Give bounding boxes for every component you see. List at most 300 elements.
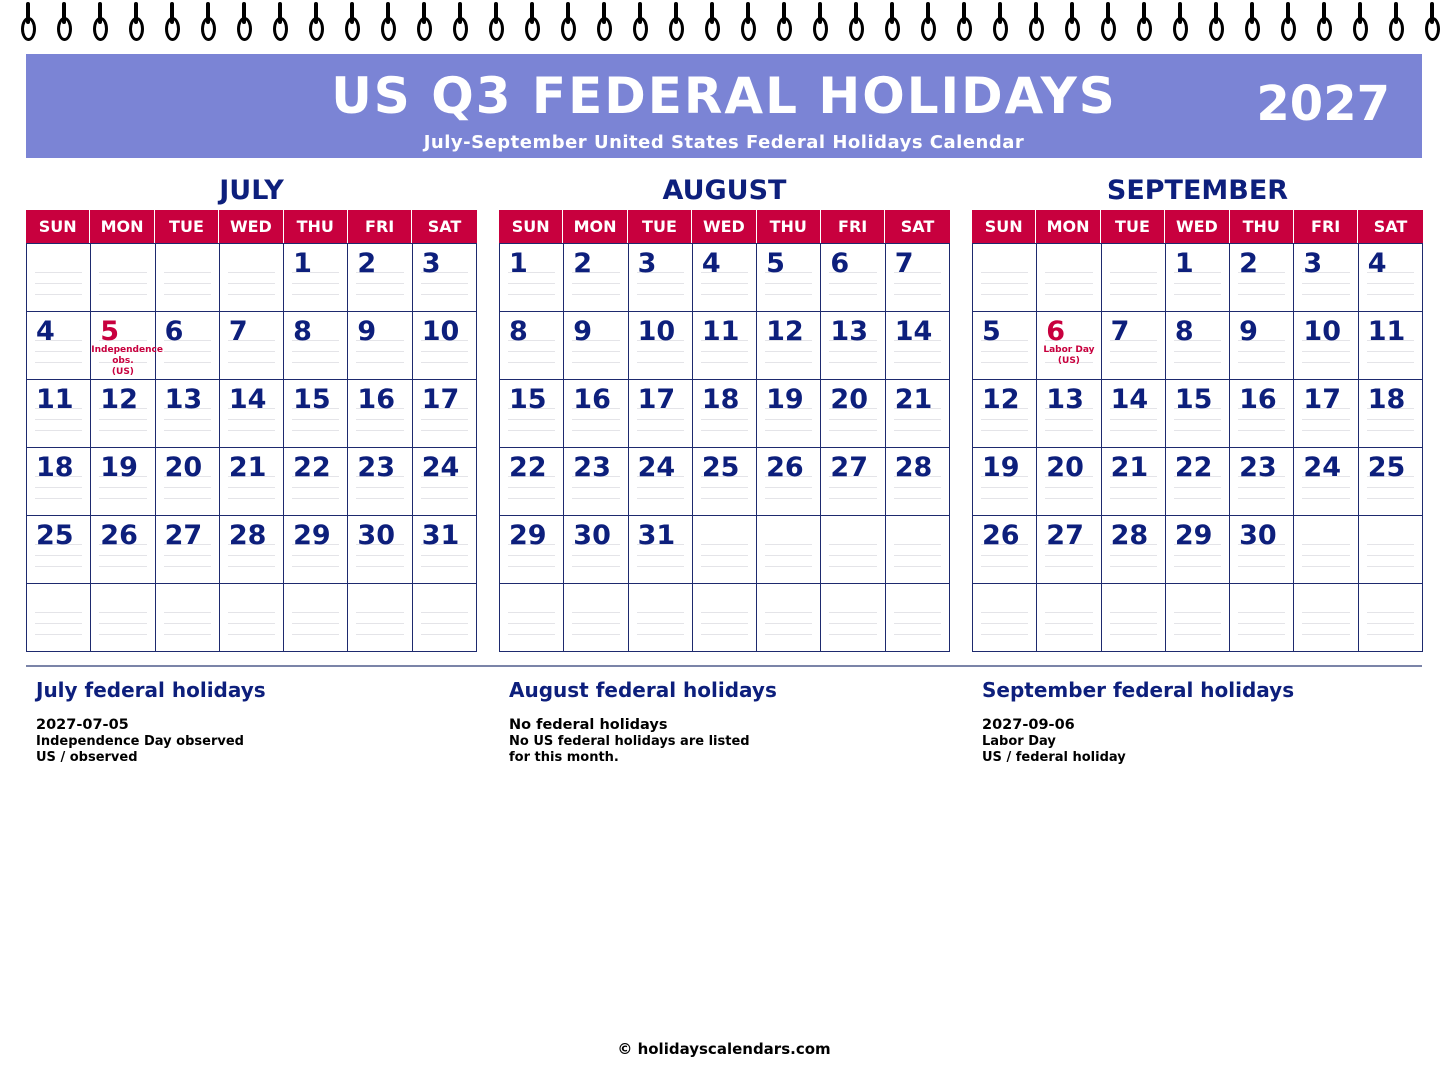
day-number: 26 bbox=[982, 520, 1020, 551]
day-number: 14 bbox=[1110, 384, 1149, 415]
weekday-label: SAT bbox=[412, 210, 476, 243]
spiral-ring bbox=[343, 2, 361, 42]
spiral-ring bbox=[1315, 2, 1333, 42]
day-cell bbox=[1037, 516, 1101, 584]
day-cell bbox=[156, 516, 220, 584]
day-cell bbox=[284, 448, 348, 516]
day-number: 15 bbox=[509, 384, 547, 415]
day-cell bbox=[1359, 312, 1423, 380]
weekday-label: MON bbox=[90, 210, 154, 243]
day-cell bbox=[886, 244, 950, 312]
month-july bbox=[26, 172, 477, 652]
day-cell bbox=[1294, 244, 1358, 312]
day-number: 25 bbox=[1367, 452, 1406, 483]
day-cell bbox=[156, 244, 220, 312]
day-number: 28 bbox=[894, 452, 933, 483]
day-cell bbox=[500, 312, 564, 380]
week-row bbox=[27, 312, 477, 380]
notes-line: Labor Day bbox=[982, 734, 1056, 749]
day-number: 9 bbox=[573, 316, 593, 347]
day-cell bbox=[348, 584, 412, 652]
spiral-ring bbox=[235, 2, 253, 42]
day-cell bbox=[1037, 584, 1101, 652]
week-row bbox=[500, 312, 950, 380]
day-number: 8 bbox=[509, 316, 528, 347]
spiral-ring bbox=[271, 2, 289, 42]
day-cell bbox=[220, 516, 284, 584]
week-row bbox=[500, 380, 950, 448]
day-cell bbox=[1230, 584, 1294, 652]
day-cell bbox=[500, 584, 564, 652]
day-number: 29 bbox=[1174, 520, 1213, 551]
day-number: 12 bbox=[982, 384, 1020, 415]
day-number: 10 bbox=[1303, 316, 1341, 347]
month-grid bbox=[499, 243, 950, 652]
day-cell bbox=[629, 312, 693, 380]
day-cell bbox=[1166, 380, 1230, 448]
day-cell bbox=[220, 448, 284, 516]
week-row bbox=[500, 516, 950, 584]
day-cell bbox=[1294, 312, 1358, 380]
day-cell bbox=[348, 380, 412, 448]
day-number: 13 bbox=[830, 316, 868, 347]
spiral-ring bbox=[1063, 2, 1081, 42]
day-number: 3 bbox=[1303, 248, 1323, 279]
week-row bbox=[500, 584, 950, 652]
week-row bbox=[973, 244, 1423, 312]
day-number: 28 bbox=[228, 520, 267, 551]
spiral-ring bbox=[163, 2, 181, 42]
day-cell bbox=[757, 448, 821, 516]
day-cell bbox=[500, 516, 564, 584]
header-banner bbox=[26, 54, 1422, 158]
week-row bbox=[973, 312, 1423, 380]
day-number: 2 bbox=[1239, 248, 1258, 279]
day-number: 4 bbox=[1367, 248, 1387, 279]
spiral-ring bbox=[1171, 2, 1189, 42]
holiday-note-line: obs. bbox=[112, 356, 134, 366]
spiral-ring bbox=[883, 2, 901, 42]
spiral-ring bbox=[919, 2, 937, 42]
day-number: 31 bbox=[421, 520, 460, 551]
day-cell bbox=[693, 380, 757, 448]
day-cell bbox=[693, 244, 757, 312]
day-number: 30 bbox=[573, 520, 611, 551]
day-cell bbox=[693, 584, 757, 652]
day-cell bbox=[220, 584, 284, 652]
day-number: 30 bbox=[1239, 520, 1277, 551]
day-cell bbox=[27, 312, 91, 380]
day-cell bbox=[1359, 380, 1423, 448]
day-cell bbox=[348, 244, 412, 312]
holiday-note-line: (US) bbox=[111, 367, 134, 377]
day-number: 16 bbox=[573, 384, 611, 415]
weekday-label: TUE bbox=[155, 210, 219, 243]
day-cell bbox=[156, 312, 220, 380]
day-cell bbox=[1294, 584, 1358, 652]
day-number: 12 bbox=[766, 316, 804, 347]
day-number: 4 bbox=[701, 248, 721, 279]
day-cell bbox=[821, 380, 885, 448]
notes-august bbox=[509, 676, 949, 766]
day-number: 21 bbox=[894, 384, 933, 415]
day-cell bbox=[1294, 516, 1358, 584]
day-number: 24 bbox=[1303, 452, 1341, 483]
day-number: 17 bbox=[637, 384, 676, 415]
week-row bbox=[973, 448, 1423, 516]
day-number: 20 bbox=[164, 452, 203, 483]
day-cell bbox=[220, 244, 284, 312]
day-cell bbox=[1102, 380, 1166, 448]
day-cell bbox=[629, 244, 693, 312]
spiral-ring bbox=[1351, 2, 1369, 42]
notes-heading: September federal holidays bbox=[982, 678, 1295, 702]
day-number: 25 bbox=[36, 520, 74, 551]
month-grid bbox=[972, 243, 1423, 652]
day-number: 2 bbox=[357, 248, 377, 279]
day-number: 24 bbox=[637, 452, 676, 483]
day-cell bbox=[973, 380, 1037, 448]
notes-september bbox=[982, 676, 1422, 766]
divider bbox=[26, 665, 1422, 667]
day-cell bbox=[27, 380, 91, 448]
day-number: 22 bbox=[293, 452, 331, 483]
spiral-ring bbox=[1243, 2, 1261, 42]
spiral-ring bbox=[991, 2, 1009, 42]
day-cell bbox=[500, 244, 564, 312]
holiday-note bbox=[1037, 345, 1100, 367]
spiral-ring bbox=[199, 2, 217, 42]
day-cell bbox=[348, 516, 412, 584]
weekday-label: SUN bbox=[499, 210, 563, 243]
day-cell bbox=[973, 312, 1037, 380]
weekday-label: TUE bbox=[1101, 210, 1165, 243]
weekday-header bbox=[26, 210, 477, 243]
weekday-label: SAT bbox=[885, 210, 949, 243]
spiral-ring bbox=[1387, 2, 1405, 42]
week-row bbox=[27, 584, 477, 652]
day-cell bbox=[821, 584, 885, 652]
day-cell bbox=[1037, 312, 1101, 380]
day-number: 9 bbox=[357, 316, 377, 347]
weekday-label: WED bbox=[219, 210, 283, 243]
day-cell bbox=[500, 448, 564, 516]
spiral-ring bbox=[1207, 2, 1225, 42]
weekday-label: FRI bbox=[821, 210, 885, 243]
day-cell bbox=[821, 516, 885, 584]
day-number: 11 bbox=[36, 384, 74, 415]
day-cell bbox=[757, 380, 821, 448]
weekday-label: SAT bbox=[1358, 210, 1422, 243]
spiral-ring bbox=[487, 2, 505, 42]
day-cell bbox=[413, 380, 477, 448]
day-cell bbox=[27, 516, 91, 584]
day-cell bbox=[821, 244, 885, 312]
weekday-label: WED bbox=[1165, 210, 1229, 243]
day-cell bbox=[1359, 516, 1423, 584]
day-cell bbox=[1359, 448, 1423, 516]
holiday-day-number: 5 bbox=[100, 316, 120, 347]
month-name: AUGUST bbox=[662, 175, 787, 206]
spiral-ring bbox=[91, 2, 109, 42]
day-number: 21 bbox=[1110, 452, 1149, 483]
month-name: JULY bbox=[219, 175, 284, 206]
day-cell bbox=[91, 244, 155, 312]
day-cell bbox=[629, 380, 693, 448]
holiday-note-line: Labor Day bbox=[1043, 345, 1095, 355]
holiday-note-line: (US) bbox=[1057, 356, 1080, 366]
day-cell bbox=[220, 312, 284, 380]
day-number: 27 bbox=[164, 520, 203, 551]
day-number: 7 bbox=[1110, 316, 1130, 347]
weekday-label: MON bbox=[1036, 210, 1100, 243]
weekday-header bbox=[972, 210, 1423, 243]
day-cell bbox=[1230, 380, 1294, 448]
day-cell bbox=[91, 448, 155, 516]
day-cell bbox=[1359, 244, 1423, 312]
day-number: 30 bbox=[357, 520, 395, 551]
week-row bbox=[27, 380, 477, 448]
day-cell bbox=[1294, 448, 1358, 516]
day-number: 23 bbox=[573, 452, 611, 483]
day-number: 27 bbox=[1046, 520, 1084, 551]
spiral-ring bbox=[415, 2, 433, 42]
day-number: 5 bbox=[982, 316, 1001, 347]
day-number: 8 bbox=[1174, 316, 1194, 347]
day-cell bbox=[973, 448, 1037, 516]
day-number: 23 bbox=[1239, 452, 1277, 483]
day-cell bbox=[693, 516, 757, 584]
week-row bbox=[500, 448, 950, 516]
notes-july bbox=[36, 676, 476, 766]
day-number: 29 bbox=[293, 520, 331, 551]
day-number: 15 bbox=[293, 384, 331, 415]
day-cell bbox=[413, 584, 477, 652]
weekday-label: MON bbox=[563, 210, 627, 243]
week-row bbox=[27, 244, 477, 312]
day-number: 6 bbox=[164, 316, 184, 347]
week-row bbox=[973, 516, 1423, 584]
day-cell bbox=[757, 312, 821, 380]
day-cell bbox=[1166, 244, 1230, 312]
day-number: 10 bbox=[421, 316, 460, 347]
day-cell bbox=[564, 244, 628, 312]
day-cell bbox=[564, 516, 628, 584]
day-cell bbox=[1102, 448, 1166, 516]
spiral-ring bbox=[1099, 2, 1117, 42]
day-number: 27 bbox=[830, 452, 868, 483]
day-cell bbox=[1359, 584, 1423, 652]
day-cell bbox=[156, 584, 220, 652]
spiral-ring bbox=[127, 2, 145, 42]
day-cell bbox=[91, 516, 155, 584]
spiral-ring bbox=[1423, 2, 1441, 42]
notes-line: Independence Day observed bbox=[36, 734, 244, 749]
day-cell bbox=[821, 448, 885, 516]
notes-line: US / federal holiday bbox=[982, 750, 1126, 765]
spiral-ring bbox=[667, 2, 685, 42]
day-cell bbox=[693, 448, 757, 516]
day-cell bbox=[413, 312, 477, 380]
spiral-ring bbox=[55, 2, 73, 42]
day-cell bbox=[500, 380, 564, 448]
day-cell bbox=[629, 584, 693, 652]
day-cell bbox=[886, 516, 950, 584]
day-cell bbox=[1230, 516, 1294, 584]
spiral-ring bbox=[811, 2, 829, 42]
day-cell bbox=[413, 448, 477, 516]
day-number: 17 bbox=[1303, 384, 1341, 415]
day-cell bbox=[973, 244, 1037, 312]
spiral-ring bbox=[739, 2, 757, 42]
spiral-binding bbox=[0, 0, 1448, 44]
day-cell bbox=[821, 312, 885, 380]
weekday-header bbox=[499, 210, 950, 243]
day-cell bbox=[1294, 380, 1358, 448]
day-number: 19 bbox=[982, 452, 1020, 483]
day-number: 6 bbox=[830, 248, 850, 279]
weekday-label: THU bbox=[284, 210, 348, 243]
day-number: 1 bbox=[1174, 248, 1194, 279]
day-cell bbox=[348, 312, 412, 380]
day-number: 3 bbox=[637, 248, 657, 279]
day-cell bbox=[1230, 244, 1294, 312]
holiday-note-line: Independence bbox=[91, 345, 163, 355]
day-cell bbox=[886, 312, 950, 380]
day-cell bbox=[1102, 244, 1166, 312]
spiral-ring bbox=[775, 2, 793, 42]
calendar-year: 2027 bbox=[1256, 76, 1390, 132]
day-cell bbox=[91, 380, 155, 448]
day-cell bbox=[348, 448, 412, 516]
weekday-label: FRI bbox=[348, 210, 412, 243]
spiral-ring bbox=[1027, 2, 1045, 42]
day-cell bbox=[1102, 312, 1166, 380]
day-number: 1 bbox=[509, 248, 528, 279]
month-september bbox=[972, 172, 1423, 652]
week-row bbox=[973, 380, 1423, 448]
month-name: SEPTEMBER bbox=[1106, 175, 1289, 206]
day-cell bbox=[91, 584, 155, 652]
spiral-ring bbox=[631, 2, 649, 42]
day-cell bbox=[757, 584, 821, 652]
day-number: 10 bbox=[637, 316, 676, 347]
day-cell bbox=[757, 516, 821, 584]
day-cell bbox=[693, 312, 757, 380]
spiral-ring bbox=[379, 2, 397, 42]
day-number: 16 bbox=[357, 384, 395, 415]
day-number: 16 bbox=[1239, 384, 1277, 415]
weekday-label: WED bbox=[692, 210, 756, 243]
spiral-ring bbox=[847, 2, 865, 42]
day-number: 26 bbox=[766, 452, 804, 483]
day-number: 20 bbox=[1046, 452, 1084, 483]
day-cell bbox=[1037, 244, 1101, 312]
day-cell bbox=[1037, 380, 1101, 448]
day-number: 14 bbox=[894, 316, 933, 347]
day-cell bbox=[27, 584, 91, 652]
weekday-label: TUE bbox=[628, 210, 692, 243]
day-number: 11 bbox=[701, 316, 740, 347]
day-number: 9 bbox=[1239, 316, 1258, 347]
day-number: 7 bbox=[228, 316, 248, 347]
day-number: 24 bbox=[421, 452, 460, 483]
spiral-ring bbox=[703, 2, 721, 42]
day-cell bbox=[629, 448, 693, 516]
day-number: 20 bbox=[830, 384, 868, 415]
weekday-label: SUN bbox=[26, 210, 90, 243]
day-cell bbox=[1230, 312, 1294, 380]
day-number: 4 bbox=[36, 316, 55, 347]
day-cell bbox=[27, 244, 91, 312]
day-number: 13 bbox=[1046, 384, 1084, 415]
day-number: 22 bbox=[1174, 452, 1213, 483]
day-cell bbox=[1230, 448, 1294, 516]
day-cell bbox=[284, 244, 348, 312]
day-cell bbox=[1166, 584, 1230, 652]
spiral-ring bbox=[1279, 2, 1297, 42]
spiral-ring bbox=[451, 2, 469, 42]
holiday-day-number: 6 bbox=[1046, 316, 1066, 347]
month-grid bbox=[26, 243, 477, 652]
day-cell bbox=[886, 448, 950, 516]
notes-line: No US federal holidays are listed bbox=[509, 734, 750, 749]
day-number: 22 bbox=[509, 452, 547, 483]
day-number: 15 bbox=[1174, 384, 1213, 415]
spiral-ring bbox=[559, 2, 577, 42]
day-cell bbox=[27, 448, 91, 516]
day-cell bbox=[413, 244, 477, 312]
spiral-ring bbox=[595, 2, 613, 42]
day-cell bbox=[629, 516, 693, 584]
day-cell bbox=[1166, 312, 1230, 380]
spiral-ring bbox=[523, 2, 541, 42]
day-cell bbox=[564, 380, 628, 448]
day-cell bbox=[284, 380, 348, 448]
day-cell bbox=[886, 584, 950, 652]
day-cell bbox=[1037, 448, 1101, 516]
day-cell bbox=[973, 584, 1037, 652]
holiday-note bbox=[91, 345, 163, 378]
day-cell bbox=[156, 380, 220, 448]
day-cell bbox=[284, 516, 348, 584]
day-number: 18 bbox=[701, 384, 740, 415]
day-number: 12 bbox=[100, 384, 138, 415]
day-cell bbox=[973, 516, 1037, 584]
day-number: 18 bbox=[36, 452, 74, 483]
day-cell bbox=[413, 516, 477, 584]
day-cell bbox=[1102, 584, 1166, 652]
page-title: US Q3 FEDERAL HOLIDAYS bbox=[331, 67, 1117, 125]
day-cell bbox=[91, 312, 163, 380]
spiral-ring bbox=[1135, 2, 1153, 42]
day-number: 18 bbox=[1367, 384, 1406, 415]
page-subtitle: July-September United States Federal Holidays Calendar bbox=[423, 132, 1025, 153]
day-number: 29 bbox=[509, 520, 547, 551]
day-number: 28 bbox=[1110, 520, 1149, 551]
week-row bbox=[27, 516, 477, 584]
day-cell bbox=[564, 448, 628, 516]
day-number: 14 bbox=[228, 384, 267, 415]
weekday-label: THU bbox=[757, 210, 821, 243]
day-number: 25 bbox=[701, 452, 740, 483]
month-august bbox=[499, 172, 950, 652]
day-cell bbox=[564, 584, 628, 652]
day-number: 19 bbox=[766, 384, 804, 415]
day-cell bbox=[156, 448, 220, 516]
day-number: 1 bbox=[293, 248, 312, 279]
notes-heading: July federal holidays bbox=[36, 678, 266, 702]
